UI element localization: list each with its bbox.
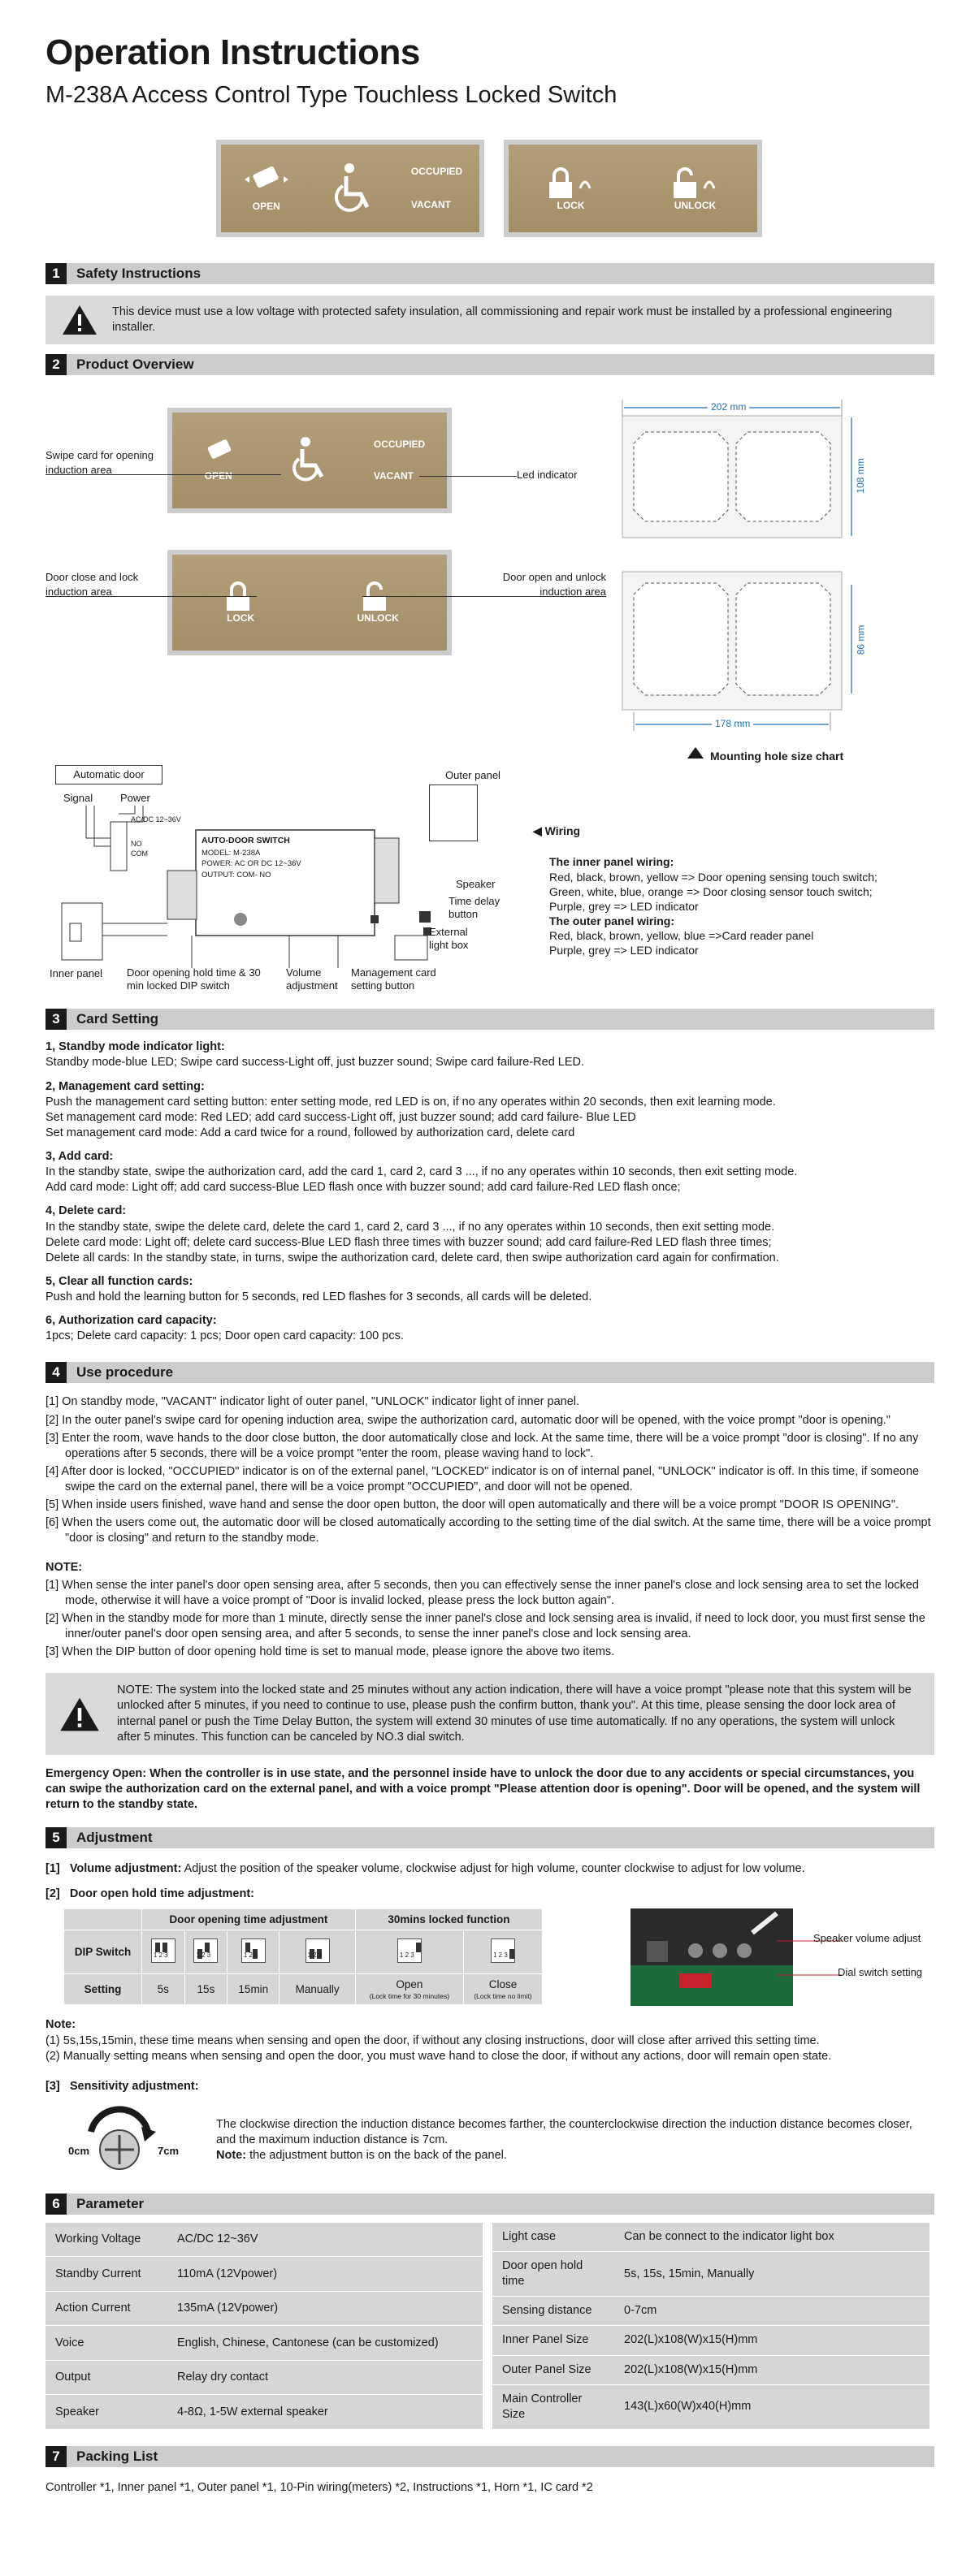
parameter-value: English, Chinese, Cantonese (can be customized) — [167, 2326, 483, 2361]
section-header-packing — [46, 2446, 934, 2467]
product-overview — [46, 375, 934, 765]
adjustment-note: (2) Manually setting means when sensing and open the door, you must wave hand to close the door, if without any actions, door will remain open state. — [46, 2049, 832, 2063]
parameter-name: Sensing distance — [492, 2297, 614, 2326]
unlock-icon — [667, 164, 724, 200]
parameter-value: 4-8Ω, 1-5W external speaker — [167, 2395, 483, 2430]
packing-list: Controller *1, Inner panel *1, Outer panel *1, 10-Pin wiring(meters) *2, Instructions *1, Horn *1, IC card *2 — [46, 2480, 593, 2494]
section-number: 2 — [46, 354, 67, 375]
controller-model: MODEL: M-238A — [202, 848, 261, 858]
note-item: [2] When in the standby mode for more than 1 minute, directly sense the inner panel's close and lock sensing area is invalid, if need to lock door, you must first sense the inner/outer panel's door open sensing area, and after 5 seconds, to sense the inner panel's close and lock sensing area. — [46, 1611, 925, 1641]
dip-close: 1 2 3 — [463, 1930, 542, 1974]
unlock-label: UNLOCK — [357, 612, 399, 625]
table-header-lock: 30mins locked function — [355, 1909, 542, 1930]
dim-86: 86 mm — [855, 625, 867, 655]
procedure-step: [6] When the users come out, the automatic door will be closed automatically according to the setting time of the dial switch. At the same time, there will be a voice prompt "door is closing" and return to the standby mode. — [46, 1516, 931, 1545]
adjustment-notes — [46, 2017, 934, 2064]
parameter-table-left — [46, 2223, 483, 2430]
warning-icon — [58, 1695, 101, 1734]
acdc-label: AC/DC 12~36V — [131, 815, 181, 824]
parameter-value: 110mA (12Vpower) — [167, 2257, 483, 2292]
volume-adjustment — [46, 1861, 934, 1877]
parameter-value: 135mA (12Vpower) — [167, 2291, 483, 2326]
section-header-card-setting — [46, 1009, 934, 1030]
sensitivity-note-label: Note: — [216, 2149, 247, 2163]
sens-min-label: 0cm — [68, 2144, 90, 2157]
parameter-value: Relay dry contact — [167, 2360, 483, 2395]
parameter-row — [492, 2384, 930, 2429]
dip-5s: 1 2 3 — [142, 1930, 185, 1974]
dim-178: 178 mm — [712, 718, 753, 731]
section-number: 1 — [46, 263, 67, 284]
card-setting-line: Standby mode-blue LED; Swipe card success-Light off, just buzzer sound; Swipe card failure-Red LED. — [46, 1056, 585, 1070]
open-label: OPEN — [204, 470, 232, 482]
parameter-row — [46, 2326, 483, 2361]
section-header-adjustment — [46, 1827, 934, 1848]
leader-line — [419, 476, 517, 477]
no-label: NO — [131, 840, 142, 849]
parameter-value: 202(L)x108(W)x15(H)mm — [614, 2355, 930, 2384]
parameter-name: Door open hold time — [492, 2252, 614, 2297]
system-note-box — [46, 1673, 934, 1755]
com-label: COM — [131, 849, 148, 858]
parameter-name: Speaker — [46, 2395, 167, 2430]
inner-wiring-line: Red, black, brown, yellow => Door opening sensing touch switch; — [549, 870, 878, 884]
setting-open-label: Open — [396, 1978, 423, 1991]
parameter-value: 5s, 15s, 15min, Manually — [614, 2252, 930, 2297]
door-hold-title: Door open hold time adjustment: — [69, 1887, 254, 1901]
wheelchair-icon — [286, 434, 330, 486]
card-setting-line: Push the management card setting button: enter setting mode, red LED is on, if no any operates within 20 seconds, then exit learning mode. — [46, 1095, 776, 1109]
wiring-title: ◀ Wiring — [533, 824, 581, 838]
system-note-text: NOTE: The system into the locked state and 25 minutes without any action indication, there will have a voice prompt "please note that this system will be unlocked after 5 minutes, if you need to continue to use, please push the confirm button, thank you". At this time, please sensing the door lock area of internal panel or push the Time Delay Button, the system will extend 30 minutes of use time automatically. If no any operations, the system will unlock after 5 minutes. This function can be canceled by NO.3 dial switch. — [117, 1683, 912, 1744]
procedure-step: [5] When inside users finished, wave hand and sense the door open button, the door will open automatically and there will be a voice prompt "DOOR IS OPENING". — [46, 1498, 899, 1512]
volume-number: [1] — [46, 1862, 60, 1876]
volume-text: Adjust the position of the speaker volume, clockwise adjust for high volume, counter clockwise to adjust for low volume. — [184, 1862, 805, 1876]
occupied-label: OCCUPIED — [410, 165, 463, 177]
inner-wiring-line: Green, white, blue, orange => Door closing sensor touch switch; — [549, 884, 873, 898]
door-hold-heading — [46, 1887, 934, 1902]
inner-wiring-heading: The inner panel wiring: — [549, 855, 674, 869]
parameter-row — [492, 2297, 930, 2326]
note-item: [1] When sense the inter panel's door open sensing area, after 5 seconds, then you can effectively sense the inner panel's close and lock sensing area to set the locked mode, otherwise it will have a voice prompt of "Door is invalid locked, please press the lock button again". — [46, 1578, 919, 1607]
sensitivity-title: Sensitivity adjustment: — [69, 2079, 199, 2093]
section-header-use-procedure — [46, 1362, 934, 1383]
section-number: 6 — [46, 2193, 67, 2215]
section-title: Product Overview — [76, 357, 194, 373]
parameter-row — [46, 2360, 483, 2395]
wiring-section — [46, 765, 934, 1001]
section-title: Packing List — [76, 2448, 158, 2464]
section-number: 7 — [46, 2446, 67, 2467]
setting-close-sub: (Lock time no limit) — [474, 1992, 532, 2001]
lock-label: LOCK — [227, 612, 255, 625]
setting-15s: 15s — [184, 1974, 228, 2005]
parameter-row — [492, 2355, 930, 2384]
parameter-row — [492, 2223, 930, 2252]
parameter-value: 202(L)x108(W)x15(H)mm — [614, 2326, 930, 2355]
parameter-row — [46, 2257, 483, 2292]
sensitivity-heading — [46, 2079, 934, 2094]
card-setting-line: In the standby state, swipe the authorization card, add the card 1, card 2, card 3 ..., if no any operates within 10 seconds, then exit setting mode. — [46, 1165, 798, 1179]
note-item: [3] When the DIP button of door opening hold time is set to manual mode, please ignore the above two items. — [46, 1645, 615, 1659]
leader-line — [46, 474, 281, 475]
adjustment-note: (1) 5s,15s,15min, these time means when sensing and open the door, if without any closing instructions, door will close after arrived this setting time. — [46, 2034, 820, 2047]
dim-202: 202 mm — [708, 401, 749, 414]
section-title: Use procedure — [76, 1364, 174, 1381]
parameter-name: Action Current — [46, 2291, 167, 2326]
section-number: 4 — [46, 1362, 67, 1383]
table-header-time: Door opening time adjustment — [142, 1909, 356, 1930]
card-setting-heading: 1, Standby mode indicator light: — [46, 1040, 225, 1054]
procedure-step: [4] After door is locked, "OCCUPIED" indicator is on of the external panel, "LOCKED" indicator is on of internal panel, "UNLOCK" indicator is off. In this time, if someone swipe the card on the external panel, there will be a voice prompt "OCCUPIED", and door will not be opened. — [46, 1464, 920, 1494]
parameter-name: Standby Current — [46, 2257, 167, 2292]
section-title: Adjustment — [76, 1830, 153, 1845]
parameter-name: Light case — [492, 2223, 614, 2252]
safety-text: This device must use a low voltage with protected safety insulation, all commissioning and repair work must be installed by a professional engineering installer. — [112, 305, 892, 335]
card-setting-list — [46, 1039, 934, 1344]
card-setting-line: Set management card mode: Red LED; add card success-Light off, just buzzer sound; add card failure- Blue LED — [46, 1110, 636, 1124]
controller-power: POWER: AC OR DC 12~36V — [202, 859, 301, 869]
emergency-text: Emergency Open: When the controller is in use state, and the personnel inside have to unlock the door due to any accidents or special circumstances, you can swipe the authorization card on the external panel, and with a voice prompt "Please attention door is opening". Door will be opened, and the system will return to the standby state. — [46, 1766, 921, 1812]
swipe-card-label: Swipe card for opening induction area — [46, 449, 154, 476]
outer-wiring-line: Purple, grey => LED indicator — [549, 944, 699, 957]
section-title: Parameter — [76, 2195, 145, 2211]
dim-108: 108 mm — [854, 458, 866, 494]
page-subtitle: M-238A Access Control Type Touchless Locked Switch — [46, 82, 618, 109]
card-setting-heading: 3, Add card: — [46, 1150, 114, 1164]
card-setting-line: Add card mode: Light off; add card success-Blue LED flash once with buzzer sound; add card failure-Red LED flash once; — [46, 1181, 681, 1195]
dip-manual: 1 2 3 — [280, 1930, 355, 1974]
page-title: Operation Instructions — [46, 32, 420, 72]
card-setting-line: Push and hold the learning button for 5 seconds, red LED flashes for 3 seconds, all cards will be deleted. — [46, 1290, 592, 1304]
volume-label: Volume adjustment — [286, 966, 338, 992]
dip-15s: 1 2 3 — [184, 1930, 228, 1974]
section-number: 3 — [46, 1009, 67, 1030]
wiring-title-text: Wiring — [544, 824, 581, 838]
led-indicator-label: Led indicator — [517, 469, 578, 482]
sensitivity-number: [3] — [46, 2079, 60, 2093]
outer-panel-image — [216, 140, 484, 237]
parameter-tables — [46, 2223, 934, 2430]
parameter-value: 0-7cm — [614, 2297, 930, 2326]
section-header-parameter — [46, 2193, 934, 2215]
section-title: Card Setting — [76, 1011, 159, 1027]
wheelchair-icon — [328, 160, 377, 217]
outer-wiring-heading: The outer panel wiring: — [549, 914, 675, 928]
lock-area — [543, 164, 600, 213]
signal-label: Signal — [63, 792, 93, 805]
card-setting-heading: 6, Authorization card capacity: — [46, 1314, 217, 1328]
safety-warning — [46, 296, 934, 344]
section-title: Safety Instructions — [76, 266, 202, 282]
product-panels — [216, 140, 934, 237]
setting-open — [355, 1974, 463, 2005]
inner-wiring-line: Purple, grey => LED indicator — [549, 899, 699, 913]
sensitivity-description: The clockwise direction the induction distance becomes farther, the counterclockwise direction the induction distance becomes closer, and the maximum induction distance is 7cm. — [216, 2117, 912, 2147]
setting-manually: Manually — [280, 1974, 355, 2005]
outer-panel-box — [429, 784, 478, 841]
volume-heading: Volume adjustment: — [69, 1862, 182, 1876]
parameter-name: Main Controller Size — [492, 2384, 614, 2429]
door-hold-label: Door opening hold time & 30 min locked DIP switch — [127, 966, 261, 992]
parameter-value: Can be connect to the indicator light box — [614, 2223, 930, 2252]
card-setting-heading: 4, Delete card: — [46, 1204, 127, 1218]
parameter-value: AC/DC 12~36V — [167, 2223, 483, 2257]
warning-icon — [58, 304, 101, 336]
parameter-name: Inner Panel Size — [492, 2326, 614, 2355]
parameter-row — [46, 2223, 483, 2257]
setting-close-label: Close — [488, 1978, 518, 1991]
dial-switch-label: Dial switch setting — [838, 1966, 923, 1979]
note-title: NOTE: — [46, 1560, 83, 1574]
outer-panel-label: Outer panel — [445, 769, 500, 782]
setting-5s: 5s — [142, 1974, 185, 2005]
open-label: OPEN — [252, 201, 280, 213]
mounting-diagram — [598, 391, 964, 765]
time-delay-label: Time delay button — [448, 895, 500, 920]
adjustment-note-heading: Note: — [46, 2018, 76, 2032]
notes-list — [46, 1578, 934, 1661]
mgmt-label: Management card setting button — [351, 966, 436, 992]
door-hold-number: [2] — [46, 1887, 60, 1901]
controller-title: AUTO-DOOR SWITCH — [202, 836, 290, 846]
row-dip-label: DIP Switch — [64, 1930, 142, 1974]
parameter-name: Voice — [46, 2326, 167, 2361]
procedure-step: [2] In the outer panel's swipe card for opening induction area, swipe the authorization card, automatic door will be opened, with the voice prompt "door is opening." — [46, 1413, 890, 1427]
lock-label: LOCK — [557, 200, 585, 212]
procedure-step: [3] Enter the room, wave hands to the door close button, the door automatically close and lock. At the same time, there will be a voice prompt "door is closing". If no any operations after 5 seconds, there will be a voice prompt "enter the room, please waving hand to lock". — [46, 1431, 919, 1460]
card-setting-line: Delete card mode: Light off; delete card success-Blue LED flash three times with buzzer sound; add card failure-Red LED flash three times; — [46, 1235, 772, 1249]
sensitivity-dial — [75, 2099, 164, 2181]
sens-max-label: 7cm — [158, 2144, 180, 2157]
mounting-caption: Mounting hole size chart — [710, 750, 844, 763]
section-number: 5 — [46, 1827, 67, 1848]
parameter-table-right — [492, 2223, 930, 2430]
inner-panel-label: Inner panel — [50, 967, 103, 980]
card-setting-heading: 5, Clear all function cards: — [46, 1274, 193, 1288]
controller-photo — [630, 1908, 793, 2006]
leader-line — [46, 596, 257, 597]
wiring-text — [549, 854, 878, 957]
door-open-label: Door open and unlock induction area — [502, 571, 606, 598]
card-setting-heading: 2, Management card setting: — [46, 1079, 205, 1093]
sensitivity-text — [216, 2117, 931, 2163]
card-setting-line: Delete all cards: In the standby state, in turns, swipe the authorization card, delete card, then swipe authorization card again for confirmation. — [46, 1251, 779, 1264]
controller-board-graphic — [630, 1908, 793, 2006]
speaker-label: Speaker — [456, 878, 496, 891]
occupied-label: OCCUPIED — [373, 438, 426, 450]
speaker-volume-label: Speaker volume adjust — [813, 1932, 921, 1945]
card-setting-line: 1pcs; Delete card capacity: 1 pcs; Door open card capacity: 100 pcs. — [46, 1329, 404, 1343]
overview-outer-panel — [167, 408, 452, 513]
door-hold-area — [46, 1908, 934, 2014]
door-close-label: Door close and lock induction area — [46, 571, 139, 598]
parameter-row — [492, 2252, 930, 2297]
section-header-overview — [46, 354, 934, 375]
dip-open: 1 2 3 — [355, 1930, 463, 1974]
overview-inner-panel — [167, 550, 452, 655]
dip-15min: 1 2 3 — [228, 1930, 280, 1974]
section-header-safety — [46, 263, 934, 284]
parameter-row — [492, 2326, 930, 2355]
external-light-label: External light box — [429, 926, 469, 951]
parameter-value: 143(L)x60(W)x40(H)mm — [614, 2384, 930, 2429]
card-swipe-icon — [238, 163, 295, 201]
unlock-area — [667, 164, 724, 213]
power-label: Power — [120, 792, 150, 805]
procedure-step: [1] On standby mode, "VACANT" indicator light of outer panel, "UNLOCK" indicator light of inner panel. — [46, 1395, 580, 1409]
dip-table — [63, 1908, 543, 2005]
card-setting-line: In the standby state, swipe the delete card, delete the card 1, card 2, card 3 ..., if no any operates within 10 seconds, then exit setting mode. — [46, 1220, 775, 1234]
parameter-name: Working Voltage — [46, 2223, 167, 2257]
lock-icon — [543, 164, 600, 200]
inner-panel-image — [504, 140, 762, 237]
unlock-label: UNLOCK — [674, 200, 717, 212]
controller-output: OUTPUT: COM- NO — [202, 871, 271, 880]
card-swipe-icon — [194, 438, 243, 470]
sensitivity-note: the adjustment button is on the back of the panel. — [246, 2149, 507, 2163]
row-setting-label: Setting — [64, 1974, 142, 2005]
controller-label — [202, 835, 301, 881]
open-area — [238, 163, 295, 214]
setting-close — [463, 1974, 542, 2005]
automatic-door-box: Automatic door — [55, 765, 162, 784]
vacant-label: VACANT — [373, 470, 414, 482]
mounting-drawing — [598, 391, 964, 765]
parameter-name: Output — [46, 2360, 167, 2395]
parameter-name: Outer Panel Size — [492, 2355, 614, 2384]
sensitivity-area — [46, 2099, 934, 2189]
setting-open-sub: (Lock time for 30 minutes) — [369, 1992, 450, 2001]
setting-15min: 15min — [228, 1974, 280, 2005]
parameter-row — [46, 2291, 483, 2326]
outer-wiring-line: Red, black, brown, yellow, blue =>Card reader panel — [549, 929, 814, 943]
vacant-label: VACANT — [410, 199, 451, 211]
parameter-row — [46, 2395, 483, 2430]
card-setting-line: Set management card mode: Add a card twice for a round, followed by authorization card, delete card — [46, 1126, 575, 1139]
use-procedure-list — [46, 1394, 934, 1546]
